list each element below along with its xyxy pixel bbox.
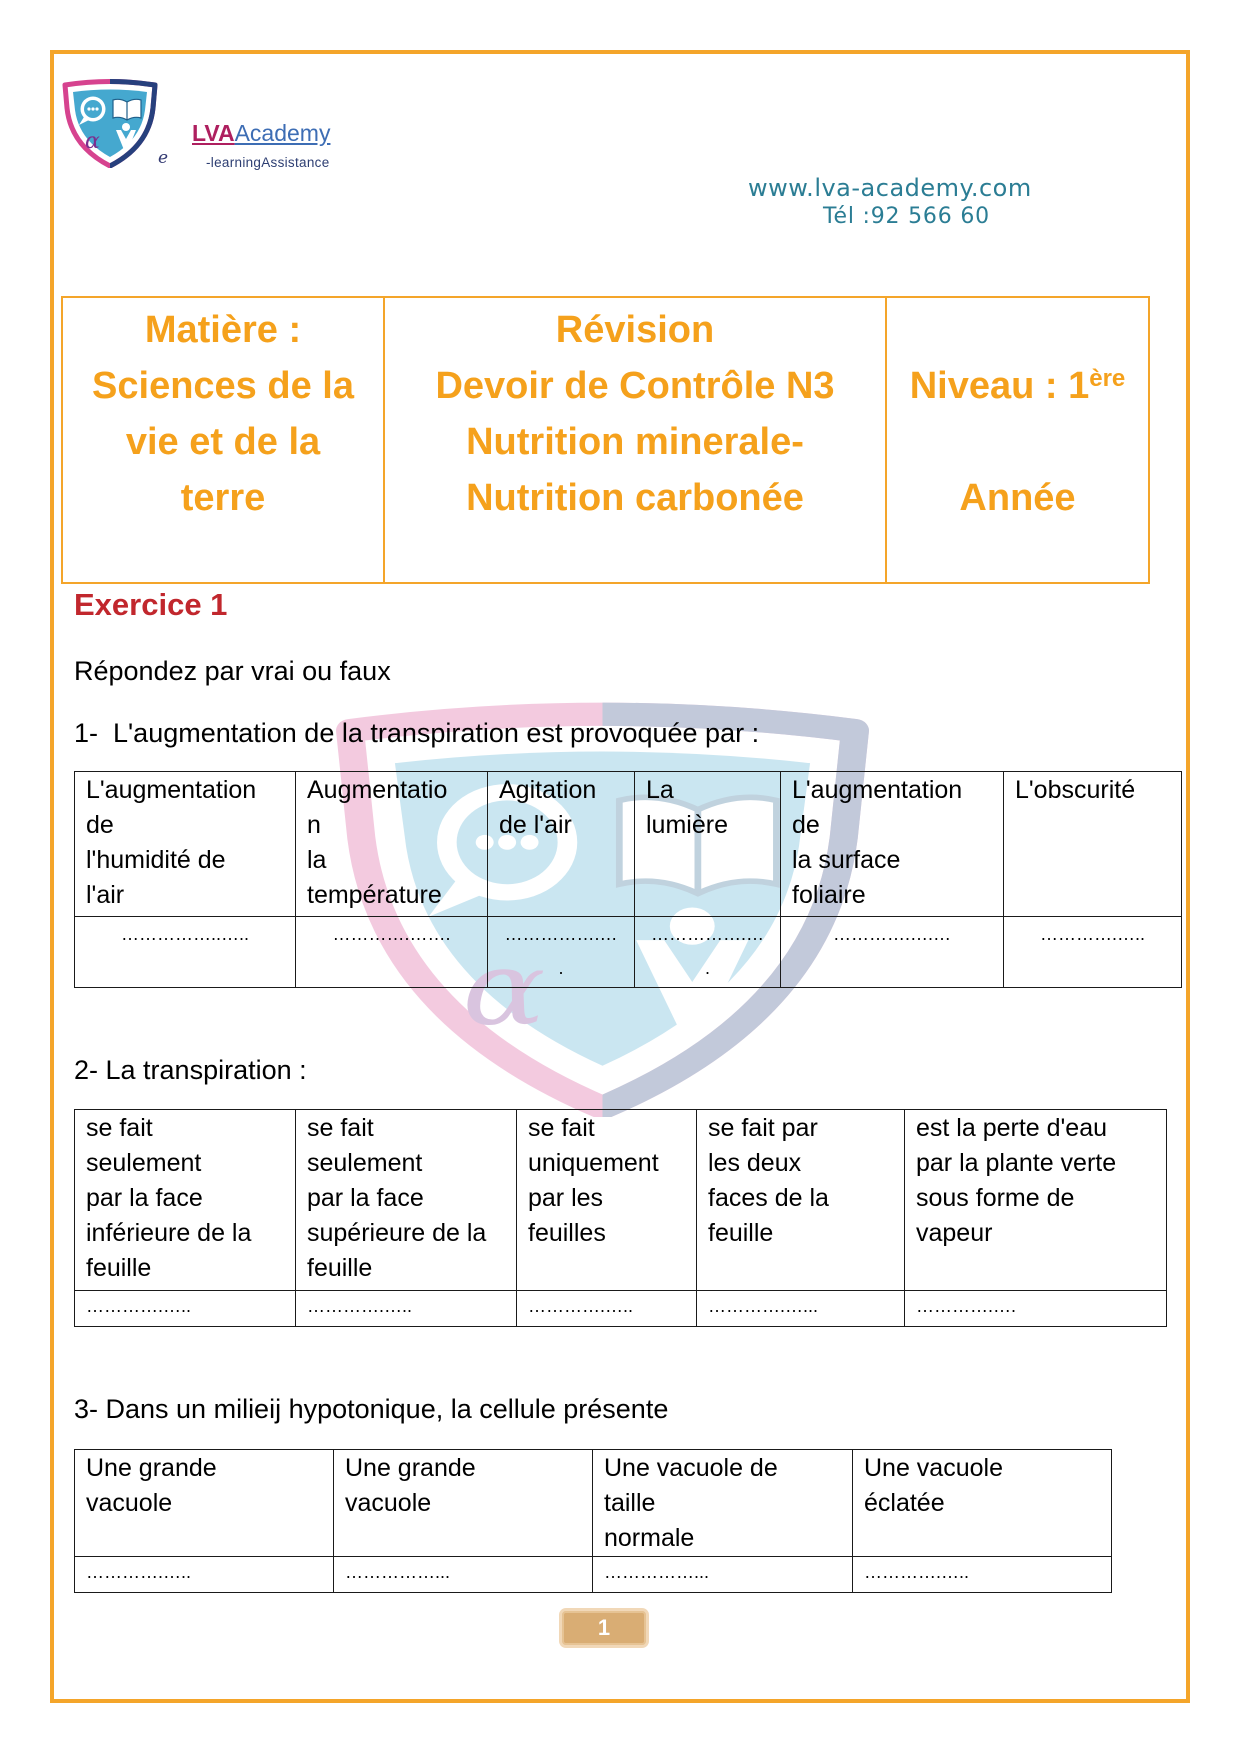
answer-blank: ………….….. (1004, 917, 1182, 988)
option-cell: Une vacuole éclatée (853, 1450, 1112, 1557)
options-row (75, 1110, 1167, 1291)
page-number: 1 (559, 1608, 649, 1648)
answer-blank: ………….….. (853, 1557, 1112, 1593)
level-superscript: ère (1089, 365, 1126, 392)
answer-blank: ………….….. (517, 1291, 697, 1327)
option-cell: se fait uniquement par les feuilles (517, 1110, 697, 1291)
answer-blank: ………….…. (905, 1291, 1167, 1327)
answer-blank: …………….… . (488, 917, 635, 988)
option-cell: se fait par les deux faces de la feuille (697, 1110, 905, 1291)
question-1-prompt: 1- L'augmentation de la transpiration est provoquée par : (74, 718, 760, 748)
brand-name (192, 119, 330, 147)
options-row (75, 772, 1182, 917)
answer-blank: ………….……. (296, 917, 488, 988)
question-3-table (74, 1449, 1112, 1593)
answers-row (75, 1557, 1112, 1593)
brand-academy: Academy (234, 120, 331, 146)
exercise-title: Exercice 1 (74, 587, 228, 622)
answer-blank: ……………... (334, 1557, 593, 1593)
answers-row (75, 1291, 1167, 1327)
level-year: Année (959, 477, 1076, 519)
answer-blank: ……………... (593, 1557, 853, 1593)
brand-e-letter: e (158, 148, 169, 168)
question-3-prompt: 3- Dans un milieij hypotonique, la cellule présente (74, 1394, 669, 1424)
answer-blank: ………….….. (75, 1557, 334, 1593)
answer-blank: …………….… . (635, 917, 781, 988)
option-cell: se fait seulement par la face supérieure de la feuille (296, 1110, 517, 1291)
answer-blank: ………….….. (296, 1291, 517, 1327)
option-cell: L'obscurité (1004, 772, 1182, 917)
brand-lva: LVA (192, 120, 235, 146)
title-block (61, 296, 1150, 584)
website-url: www.lva-academy.com (748, 174, 1032, 202)
answer-blank: ………….….… (781, 917, 1004, 988)
question-2-prompt: 2- La transpiration : (74, 1055, 307, 1085)
level-line (891, 358, 1144, 414)
level-cell (886, 297, 1149, 583)
option-cell: se fait seulement par la face inférieure de la feuille (75, 1110, 296, 1291)
option-cell: La lumière (635, 772, 781, 917)
option-cell: est la perte d'eau par la plante verte sous forme de vapeur (905, 1110, 1167, 1291)
option-cell: Agitation de l'air (488, 772, 635, 917)
phone-number: Tél :92 566 60 (823, 204, 990, 229)
option-cell: Une grande vacuole (334, 1450, 593, 1557)
subject-cell: Matière : Sciences de la vie et de la terre (62, 297, 384, 583)
answers-row (75, 917, 1182, 988)
title-row (62, 297, 1149, 583)
question-1-table (74, 771, 1182, 988)
answer-blank: ………….…... (697, 1291, 905, 1327)
options-row (75, 1450, 1112, 1557)
option-cell: Une grande vacuole (75, 1450, 334, 1557)
option-cell: Une vacuole de taille normale (593, 1450, 853, 1557)
option-cell: Augmentatio n la température (296, 772, 488, 917)
option-cell: L'augmentation de l'humidité de l'air (75, 772, 296, 917)
topic-cell: Révision Devoir de Contrôle N3 Nutrition minerale- Nutrition carbonée (384, 297, 886, 583)
exercise-instruction: Répondez par vrai ou faux (74, 656, 391, 686)
brand-tagline: -learningAssistance (206, 155, 330, 170)
lva-logo-icon (58, 78, 162, 168)
level-label: Niveau : 1 (909, 365, 1090, 407)
answer-blank: ……………..….. (75, 917, 296, 988)
answer-blank: ………….….. (75, 1291, 296, 1327)
option-cell: L'augmentation de la surface foliaire (781, 772, 1004, 917)
question-2-table (74, 1109, 1167, 1327)
